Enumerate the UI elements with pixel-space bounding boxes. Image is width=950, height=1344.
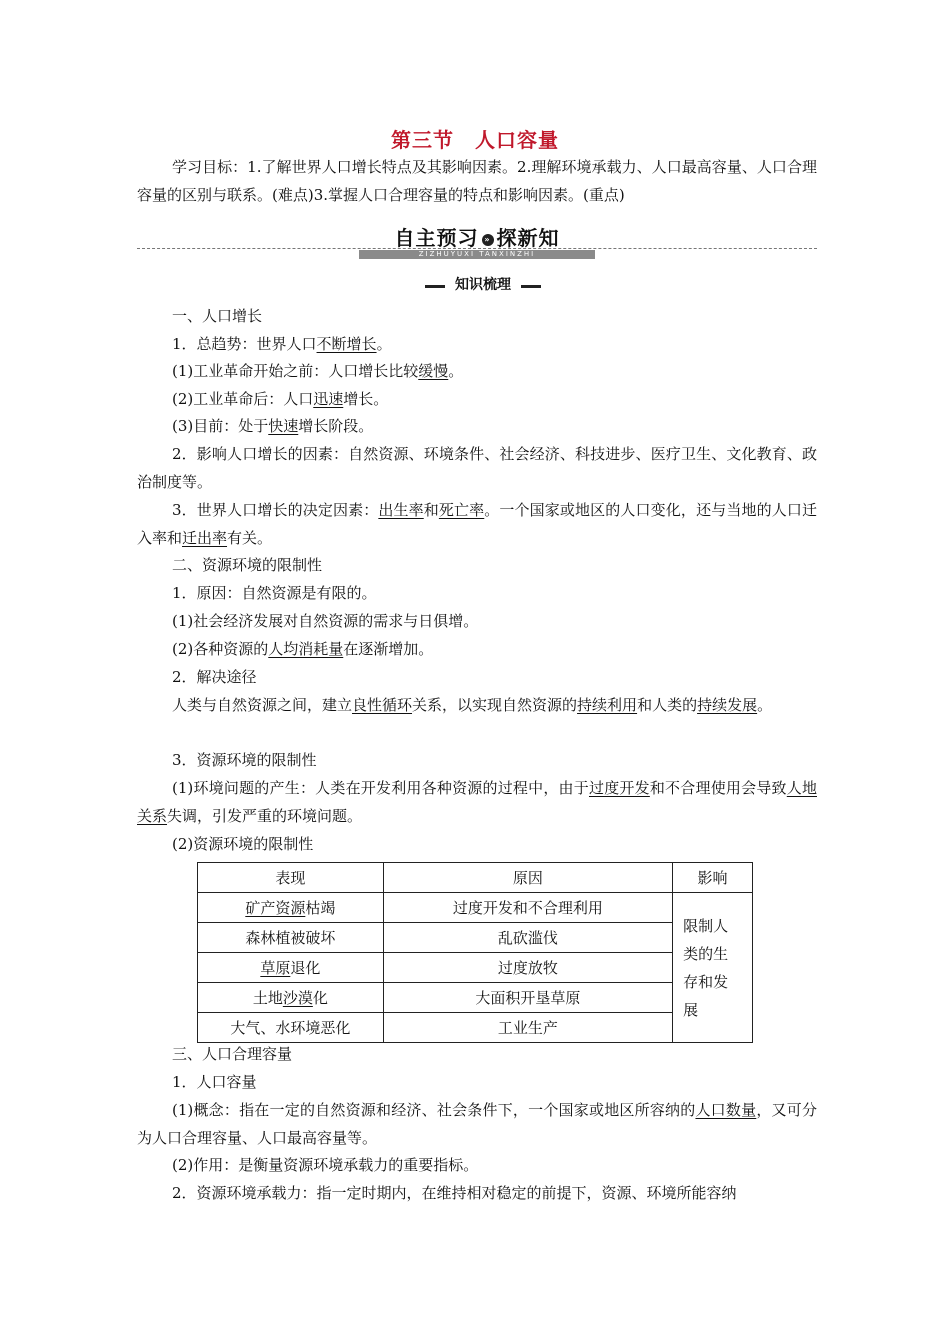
paragraph: 3．世界人口增长的决定因素：出生率和死亡率。一个国家或地区的人口变化，还与当地的人口迁入率和迁出率有关。 [137,501,817,547]
paragraph: (2)作用：是衡量资源环境承载力的重要指标。 [172,1156,479,1174]
paragraph: 人类与自然资源之间，建立良性循环关系，以实现自然资源的持续利用和人类的持续发展。 [172,696,773,714]
paragraph: (3)目前：处于快速增长阶段。 [172,417,374,435]
paragraph: (2)资源环境的限制性 [172,835,314,853]
table-row [198,953,753,983]
table-cell: 大气、水环境恶化 [198,1013,384,1043]
section-heading: 一、人口增长 [172,307,263,325]
table-cell: 草原退化 [198,953,384,983]
paragraph: (1)环境问题的产生：人类在开发利用各种资源的过程中，由于过度开发和不合理使用会导致人地关系失调，引发严重的环境问题。 [137,779,817,825]
resource-limits-table [197,862,753,1043]
table-row [198,923,753,953]
section-heading: 二、资源环境的限制性 [172,556,323,574]
section-heading: 三、人口合理容量 [172,1045,293,1063]
tag-label: 知识梳理 [445,274,521,294]
effect-cell: 限制人 类的生 存和发 展 [673,893,753,1043]
table-row [198,1013,753,1043]
table-cell: 矿产资源枯竭 [198,893,384,923]
paragraph: (1)社会经济发展对自然资源的需求与日俱增。 [172,612,479,630]
table-cell: 过度开发和不合理利用 [383,893,672,923]
table-row [198,893,753,923]
table-header-row [198,863,753,893]
paragraph: (1)概念：指在一定的自然资源和经济、社会条件下，一个国家或地区所容纳的人口数量，又可分为人口合理容量、人口最高容量等。 [137,1101,817,1147]
paragraph: (2)工业革命后：人口迅速增长。 [172,390,389,408]
paragraph: 1．原因：自然资源是有限的。 [172,584,377,602]
table-header-cell: 表现 [198,863,384,893]
paragraph: 2．解决途径 [172,668,257,686]
arrow-icon: » [482,234,494,246]
table-cell: 森林植被破坏 [198,923,384,953]
banner-subtitle: ZIZHUYUXI TANXINZHI [359,250,595,259]
table-row [198,983,753,1013]
paragraph: 3．资源环境的限制性 [172,751,317,769]
table-cell: 乱砍滥伐 [383,923,672,953]
table-cell: 土地沙漠化 [198,983,384,1013]
learning-goals: 学习目标：1.了解世界人口增长特点及其影响因素。2.理解环境承载力、人口最高容量、人口合理容量的区别与联系。(难点)3.掌握人口合理容量的特点和影响因素。(重点) [137,158,817,204]
section-banner [137,218,817,258]
table-header-cell: 影响 [673,863,753,893]
paragraph: 2．资源环境承载力：指一定时期内，在维持相对稳定的前提下，资源、环境所能容纳 [172,1184,737,1202]
table-cell: 过度放牧 [383,953,672,983]
table-cell: 大面积开垦草原 [383,983,672,1013]
knowledge-tag [425,276,541,294]
banner-right: 探新知 [496,226,560,250]
table-cell: 工业生产 [383,1013,672,1043]
banner-title [369,222,585,250]
paragraph: 1．人口容量 [172,1073,257,1091]
page-title: 第三节 人口容量 [391,128,559,152]
banner-left: 自主预习 [394,226,479,250]
paragraph: 1．总趋势：世界人口不断增长。 [172,335,392,353]
paragraph: (2)各种资源的人均消耗量在逐渐增加。 [172,640,434,658]
table-header-cell: 原因 [383,863,672,893]
paragraph: 2．影响人口增长的因素：自然资源、环境条件、社会经济、科技进步、医疗卫生、文化教育、政治制度等。 [137,445,817,491]
paragraph: (1)工业革命开始之前：人口增长比较缓慢。 [172,362,464,380]
